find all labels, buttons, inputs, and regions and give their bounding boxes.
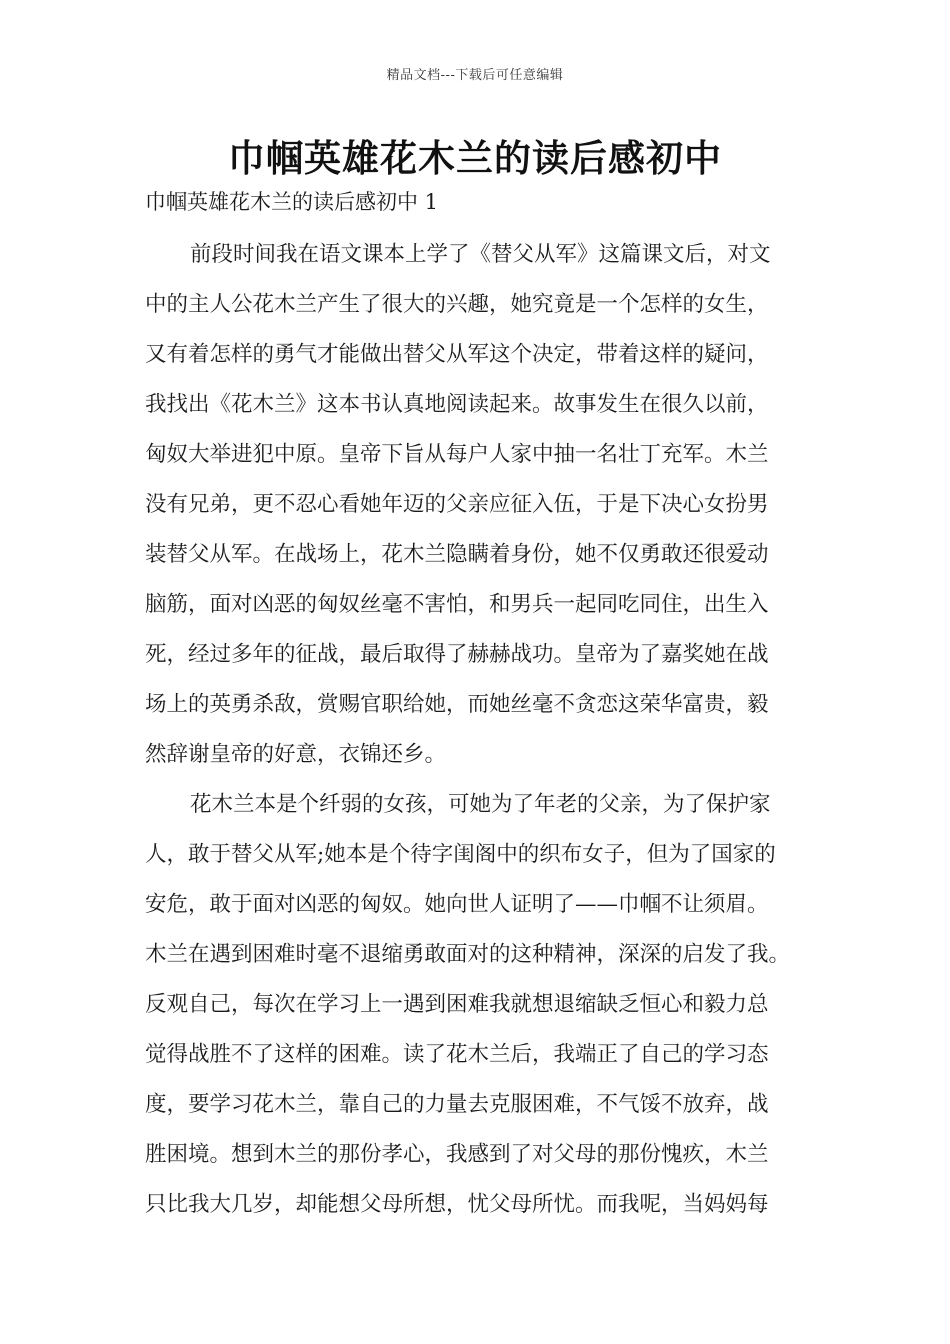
text-line: 度，要学习花木兰，靠自己的力量去克服困难，不气馁不放弃，战 xyxy=(145,1092,769,1117)
text-line: 装替父从军。在战场上，花木兰隐瞒着身份，她不仅勇敢还很爱动 xyxy=(145,542,769,567)
text-line: 胜困境。想到木兰的那份孝心，我感到了对父母的那份愧疚，木兰 xyxy=(145,1142,769,1167)
text-line: 中的主人公花木兰产生了很大的兴趣，她究竟是一个怎样的女生， xyxy=(145,292,769,317)
text-line: 反观自己，每次在学习上一遇到困难我就想退缩缺乏恒心和毅力总 xyxy=(145,992,769,1017)
text-line: 死，经过多年的征战，最后取得了赫赫战功。皇帝为了嘉奖她在战 xyxy=(145,642,769,667)
text-line: 觉得战胜不了这样的困难。读了花木兰后，我端正了自己的学习态 xyxy=(145,1042,769,1067)
text-line: 只比我大几岁，却能想父母所想，忧父母所忧。而我呢，当妈妈每 xyxy=(145,1192,769,1217)
document-title: 巾帼英雄花木兰的读后感初中 xyxy=(228,137,722,180)
text-line: 脑筋，面对凶恶的匈奴丝毫不害怕，和男兵一起同吃同住，出生入 xyxy=(145,592,769,617)
paragraph xyxy=(145,230,805,780)
text-line: 安危，敢于面对凶恶的匈奴。她向世人证明了——巾帼不让须眉。 xyxy=(145,892,769,917)
text-line: 没有兄弟，更不忍心看她年迈的父亲应征入伍，于是下决心女扮男 xyxy=(145,492,769,517)
body-text xyxy=(145,230,805,1230)
text-line: 场上的英勇杀敌，赏赐官职给她，而她丝毫不贪恋这荣华富贵，毅 xyxy=(145,692,769,717)
page-header: 精品文档---下载后可任意编辑 xyxy=(386,68,564,83)
paragraph xyxy=(145,780,805,1230)
text-line: 然辞谢皇帝的好意，衣锦还乡。 xyxy=(145,742,447,767)
text-line: 花木兰本是个纤弱的女孩，可她为了年老的父亲，为了保护家 xyxy=(190,792,771,817)
text-line: 匈奴大举进犯中原。皇帝下旨从每户人家中抽一名壮丁充军。木兰 xyxy=(145,442,769,467)
document-subtitle: 巾帼英雄花木兰的读后感初中 1 xyxy=(145,190,439,214)
text-line: 又有着怎样的勇气才能做出替父从军这个决定，带着这样的疑问， xyxy=(145,342,769,367)
text-line: 前段时间我在语文课本上学了《替父从军》这篇课文后，对文 xyxy=(190,242,771,267)
text-line: 人，敢于替父从军;她本是个待字闺阁中的织布女子，但为了国家的 xyxy=(145,842,776,867)
text-line: 我找出《花木兰》这本书认真地阅读起来。故事发生在很久以前， xyxy=(145,392,769,417)
text-line: 木兰在遇到困难时毫不退缩勇敢面对的这种精神，深深的启发了我。 xyxy=(145,942,791,967)
